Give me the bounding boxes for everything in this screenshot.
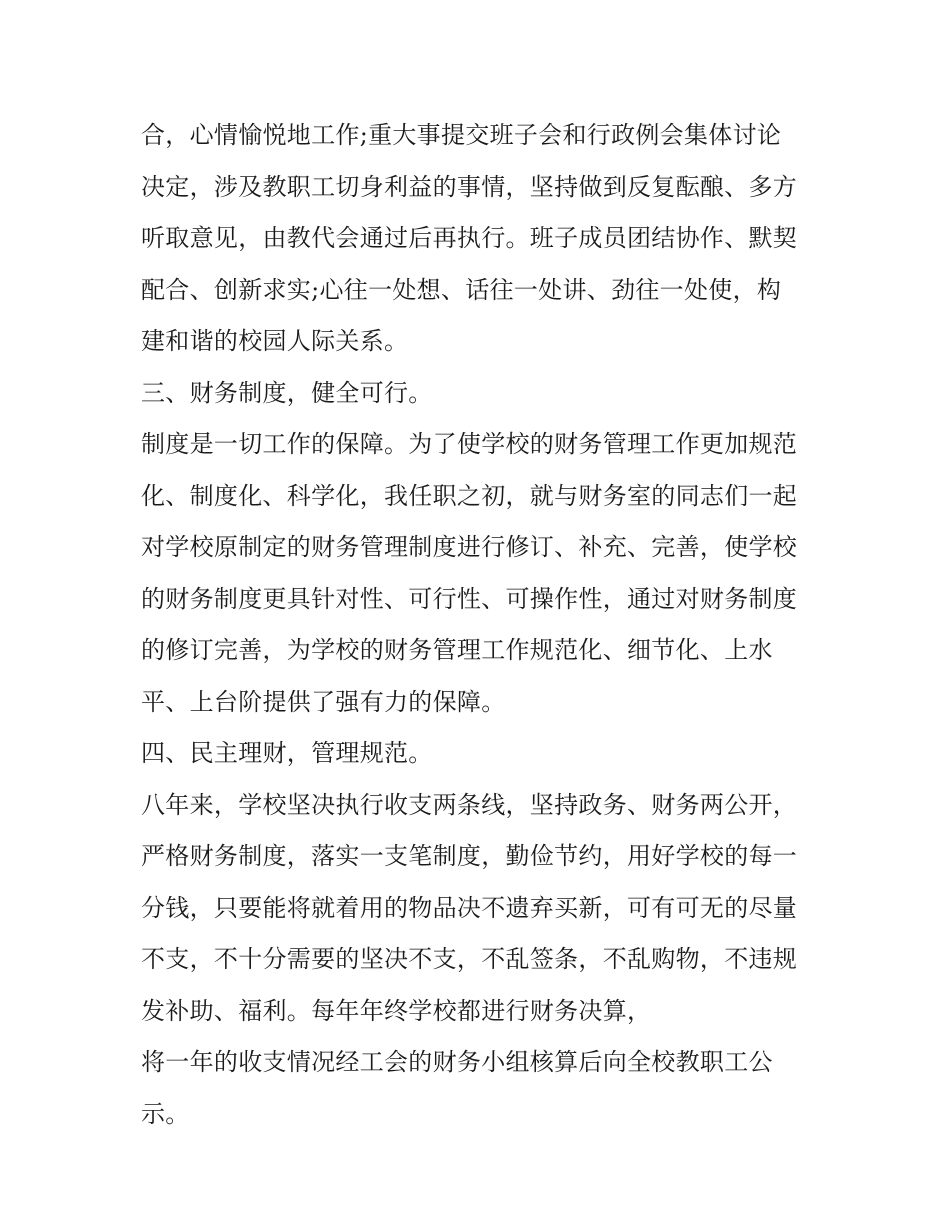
paragraph-line: 发补助、福利。每年年终学校都进行财务决算， [141,996,652,1025]
paragraph-line: 的财务制度更具针对性、可行性、可操作性，通过对财务制度 [141,584,798,613]
paragraph-line: 示。 [141,1099,190,1128]
paragraph-line: 平、上台阶提供了强有力的保障。 [141,687,506,716]
paragraph-line: 对学校原制定的财务管理制度进行修订、补充、完善，使学校 [141,533,798,561]
section-heading: 四、民主理财，管理规范。 [141,739,433,767]
paragraph-line: 八年来，学校坚决执行收支两条线，坚持政务、财务两公开， [141,790,798,819]
paragraph-line: 的修订完善，为学校的财务管理工作规范化、细节化、上水 [141,636,773,664]
paragraph-line: 听取意见，由教代会通过后再执行。班子成员团结协作、默契 [141,224,798,252]
paragraph-line: 合，心情愉悦地工作;重大事提交班子会和行政例会集体讨论 [141,121,782,149]
paragraph-line: 配合、创新求实;心往一处想、话往一处讲、劲往一处使，构 [141,275,782,304]
paragraph-line: 化、制度化、科学化，我任职之初，就与财务室的同志们一起 [141,481,798,510]
section-heading: 三、财务制度，健全可行。 [141,378,433,407]
paragraph-line: 不支，不十分需要的坚决不支，不乱签条，不乱购物，不违规 [141,945,798,973]
paragraph-line: 分钱，只要能将就着用的物品决不遗弃买新，可有可无的尽量 [141,893,798,922]
paragraph-line: 将一年的收支情况经工会的财务小组核算后向全校教职工公 [141,1048,773,1076]
paragraph-line: 建和谐的校园人际关系。 [141,327,409,355]
paragraph-line: 制度是一切工作的保障。为了使学校的财务管理工作更加规范 [141,430,798,458]
document-body [141,110,813,1140]
paragraph-line: 严格财务制度，落实一支笔制度，勤俭节约，用好学校的每一 [141,842,798,870]
paragraph-line: 决定，涉及教职工切身利益的事情，坚持做到反复酝酿、多方 [141,172,798,201]
